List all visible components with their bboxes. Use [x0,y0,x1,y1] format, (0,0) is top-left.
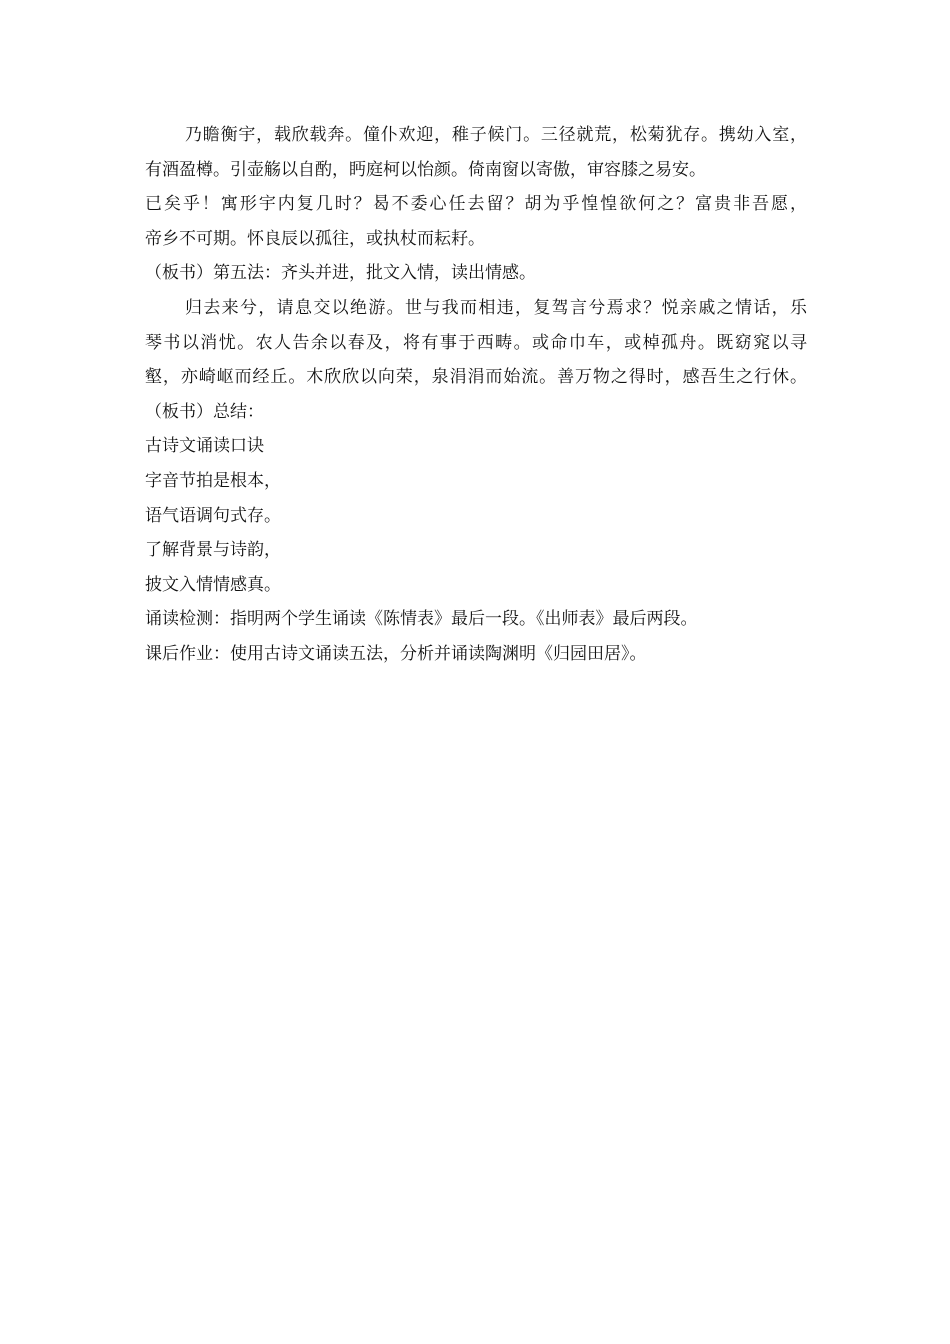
paragraph-line: 壑，亦崎岖而经丘。木欣欣以向荣，泉涓涓而始流。善万物之得时，感吾生之行休。 [145,367,807,388]
document-body [145,118,807,672]
mnemonic-title: 古诗文诵读口诀 [145,436,264,457]
homework-line: 课后作业：使用古诗文诵读五法，分析并诵读陶渊明《归园田居》。 [145,643,647,664]
paragraph-line: 归去来兮，请息交以绝游。世与我而相违，复驾言兮焉求？悦亲戚之情话，乐 [185,297,807,318]
mnemonic-line: 披文入情情感真。 [145,574,281,595]
paragraph-line: 有酒盈樽。引壶觞以自酌，眄庭柯以怡颜。倚南窗以寄傲，审容膝之易安。 [145,159,706,180]
reading-check-line: 诵读检测：指明两个学生诵读《陈情表》最后一段。《出师表》最后两段。 [145,609,698,630]
paragraph-line: 已矣乎！寓形宇内复几时？曷不委心任去留？胡为乎惶惶欲何之？富贵非吾愿， [145,194,807,215]
paragraph-line: 乃瞻衡宇，载欣载奔。僮仆欢迎，稚子候门。三径就荒，松菊犹存。携幼入室， [185,125,807,145]
mnemonic-line: 字音节拍是根本， [145,470,281,491]
paragraph-line: 琴书以消忧。农人告余以春及，将有事于西畴。或命巾车，或棹孤舟。既窈窕以寻 [145,332,807,353]
board-note-line: （板书）总结： [145,401,264,422]
mnemonic-line: 了解背景与诗韵， [145,540,281,561]
paragraph-line: 帝乡不可期。怀良辰以孤往，或执杖而耘耔。 [145,228,485,249]
mnemonic-line: 语气语调句式存。 [145,505,281,526]
board-note-line: （板书）第五法：齐头并进，批文入情，读出情感。 [145,263,536,284]
